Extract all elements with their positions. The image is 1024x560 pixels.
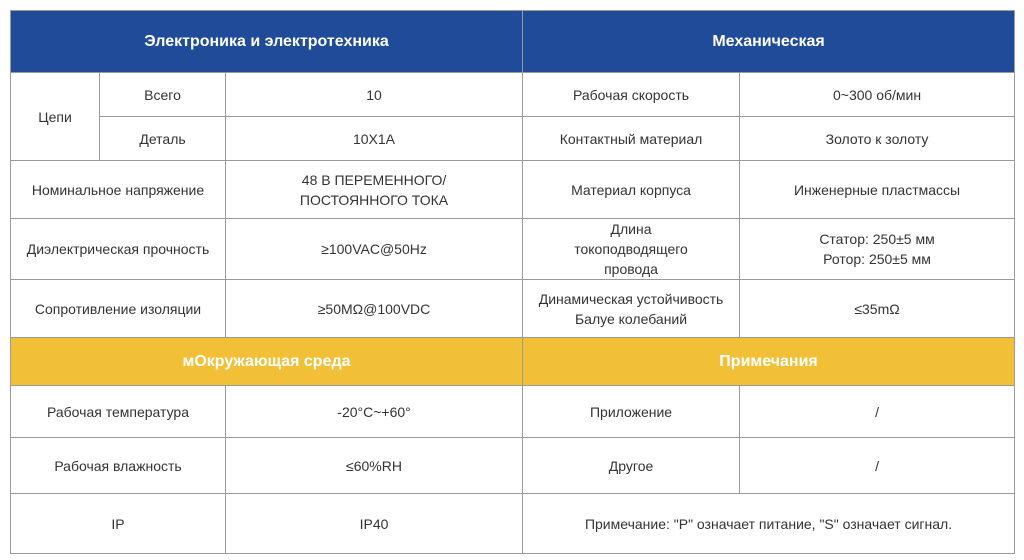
lead-wire-length-label: Длина токоподводящего провода [523,219,740,280]
section-header-environment: мОкружающая среда [11,338,523,386]
spec-table [10,10,1015,554]
working-speed-value: 0~300 об/мин [740,73,1015,117]
table-row [11,73,1015,117]
other-label: Другое [523,438,740,494]
table-row [11,161,1015,219]
circuits-detail-label: Деталь [100,117,226,161]
header-row-bottom [11,338,1015,386]
ip-value: IP40 [226,494,523,554]
circuits-detail-value: 10X1A [226,117,523,161]
circuits-total-value: 10 [226,73,523,117]
housing-material-label: Материал корпуса [523,161,740,219]
table-row [11,117,1015,161]
rated-voltage-label: Номинальное напряжение [11,161,226,219]
dynamic-stability-label: Динамическая устойчивость Балуе колебаний [523,280,740,338]
rated-voltage-value: 48 В ПЕРЕМЕННОГО/ПОСТОЯННОГО ТОКА [226,161,523,219]
ip-label: IP [11,494,226,554]
circuits-total-label: Всего [100,73,226,117]
housing-material-value: Инженерные пластмассы [740,161,1015,219]
working-temperature-value: -20°C~+60° [226,386,523,438]
rotor-length: Ротор: 250±5 мм [823,251,931,267]
table-row [11,494,1015,554]
dynamic-stability-value: ≤35mΩ [740,280,1015,338]
section-header-notes: Примечания [523,338,1015,386]
header-row-top [11,11,1015,73]
circuits-label: Цепи [11,73,100,161]
contact-material-value: Золото к золоту [740,117,1015,161]
dielectric-strength-value: ≥100VAC@50Hz [226,219,523,280]
section-header-mechanical: Механическая [523,11,1015,73]
application-value: / [740,386,1015,438]
remark-text: Примечание: "P" означает питание, "S" означает сигнал. [523,494,1015,554]
application-label: Приложение [523,386,740,438]
other-value: / [740,438,1015,494]
contact-material-label: Контактный материал [523,117,740,161]
working-humidity-label: Рабочая влажность [11,438,226,494]
lead-wire-length-value [740,219,1015,280]
insulation-resistance-label: Сопротивление изоляции [11,280,226,338]
working-humidity-value: ≤60%RH [226,438,523,494]
section-header-electronics: Электроника и электротехника [11,11,523,73]
spec-table-container [10,10,1014,554]
table-row [11,280,1015,338]
working-temperature-label: Рабочая температура [11,386,226,438]
working-speed-label: Рабочая скорость [523,73,740,117]
table-row [11,386,1015,438]
table-row [11,438,1015,494]
stator-length: Статор: 250±5 мм [819,231,935,247]
dielectric-strength-label: Диэлектрическая прочность [11,219,226,280]
insulation-resistance-value: ≥50MΩ@100VDC [226,280,523,338]
table-row [11,219,1015,280]
